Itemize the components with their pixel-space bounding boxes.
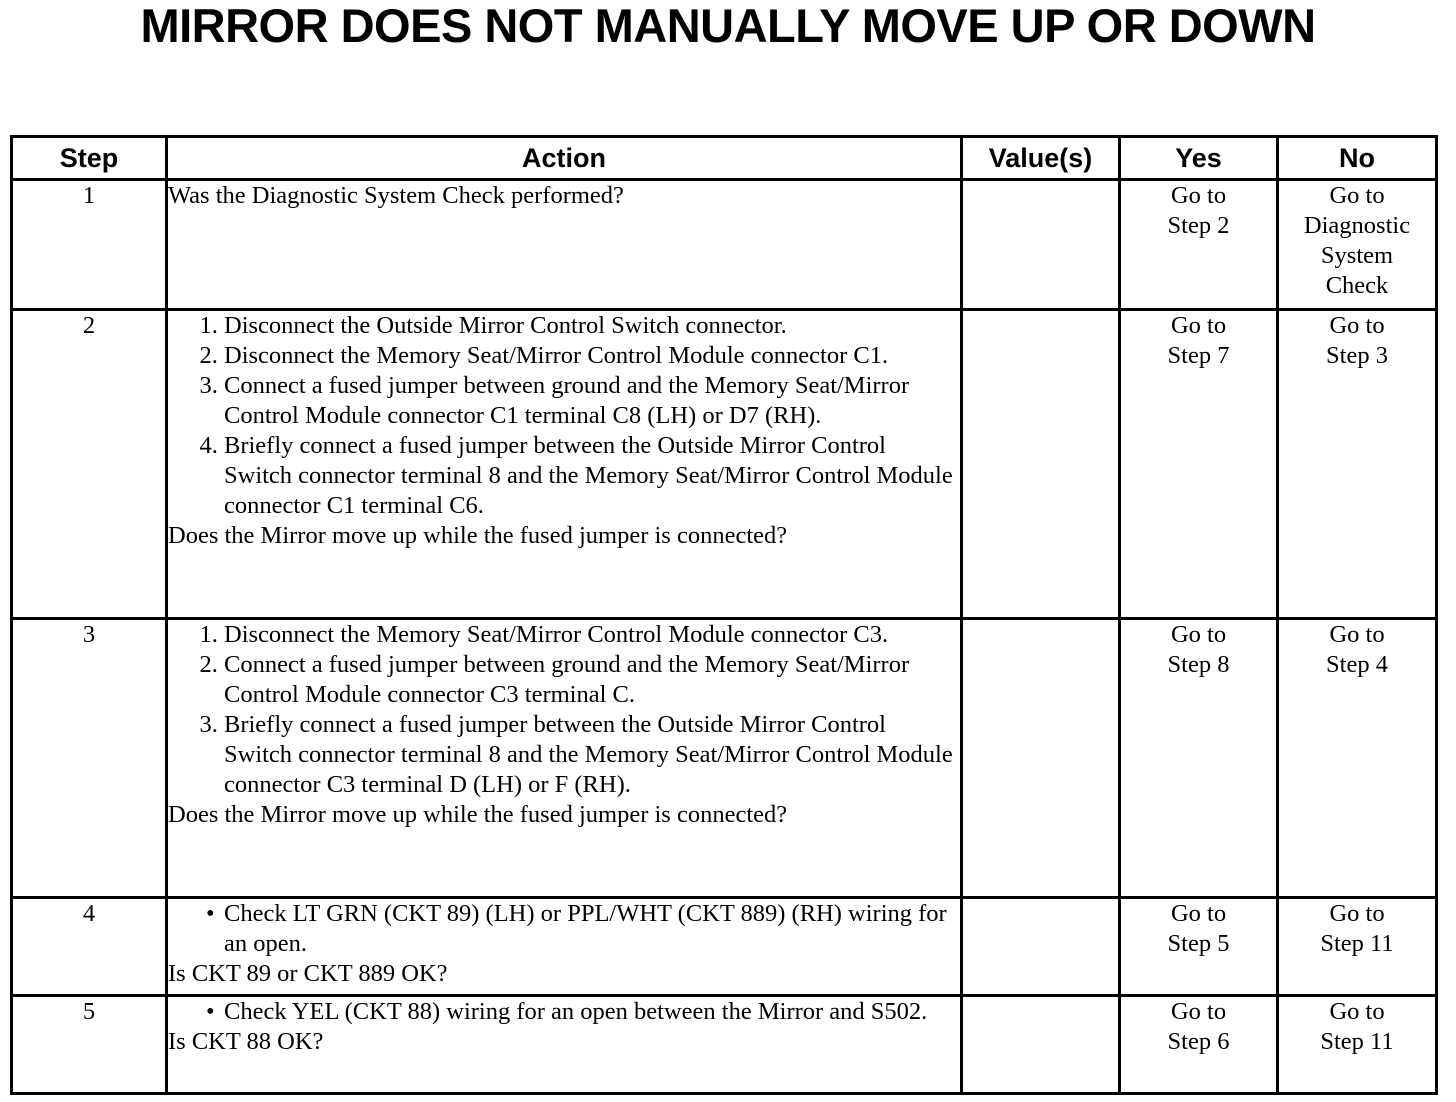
yes-result-cell	[1120, 898, 1278, 996]
header-row	[12, 137, 1437, 180]
yes-result-line: Step 5	[1167, 930, 1230, 957]
header-step: Step	[12, 137, 167, 180]
step-number: 5	[12, 996, 167, 1094]
header-yes: Yes	[1120, 137, 1278, 180]
table-row	[12, 996, 1437, 1094]
yes-result-line: Step 8	[1167, 651, 1230, 678]
action-cell	[167, 996, 962, 1094]
action-cell	[167, 310, 962, 619]
no-result-line: Go to	[1329, 312, 1385, 339]
step-question: Is CKT 88 OK?	[168, 1028, 324, 1055]
values-cell	[962, 180, 1120, 310]
no-result-line: Step 3	[1326, 342, 1388, 369]
no-result-line: Step 11	[1320, 930, 1394, 957]
step-number: 4	[12, 898, 167, 996]
check-list	[168, 899, 960, 959]
yes-result-line: Go to	[1170, 998, 1227, 1025]
no-result-cell	[1278, 619, 1437, 898]
header-no: No	[1278, 137, 1437, 180]
no-result-line: Diagnostic	[1303, 212, 1411, 239]
values-cell	[962, 310, 1120, 619]
yes-result-line: Go to	[1170, 621, 1227, 648]
action-cell	[167, 180, 962, 310]
yes-result-cell	[1120, 180, 1278, 310]
substep-item: 1. Disconnect the Memory Seat/Mirror Control Module connector C3.	[224, 620, 960, 650]
no-result-cell	[1278, 996, 1437, 1094]
page-title: MIRROR DOES NOT MANUALLY MOVE UP OR DOWN	[140, 0, 1316, 52]
no-result-cell	[1278, 180, 1437, 310]
check-item: • Check YEL (CKT 88) wiring for an open between the Mirror and S502.	[224, 997, 960, 1027]
no-result-cell	[1278, 310, 1437, 619]
values-cell	[962, 619, 1120, 898]
yes-result-line: Step 7	[1167, 342, 1230, 369]
header-values: Value(s)	[962, 137, 1120, 180]
substep-item: 4. Briefly connect a fused jumper between the Outside Mirror Control Switch connector terminal 8 and the Memory Seat/Mirror Control Module connector C1 terminal C6.	[224, 431, 960, 521]
substep-item: 3. Connect a fused jumper between ground and the Memory Seat/Mirror Control Module connector C1 terminal C8 (LH) or D7 (RH).	[224, 371, 960, 431]
no-result-line: Go to	[1329, 900, 1385, 927]
table-row	[12, 619, 1437, 898]
no-result-line: Go to	[1329, 998, 1385, 1025]
table-row	[12, 310, 1437, 619]
action-cell	[167, 619, 962, 898]
no-result-line: Check	[1325, 272, 1389, 299]
yes-result-line: Step 6	[1167, 1028, 1230, 1055]
step-question: Was the Diagnostic System Check performed?	[168, 182, 624, 209]
no-result-line: Step 4	[1326, 651, 1388, 678]
yes-result-cell	[1120, 996, 1278, 1094]
yes-result-line: Go to	[1170, 182, 1227, 209]
substep-list	[168, 620, 960, 800]
step-question: Is CKT 89 or CKT 889 OK?	[168, 960, 448, 987]
action-cell	[167, 898, 962, 996]
yes-result-line: Go to	[1170, 900, 1227, 927]
yes-result-cell	[1120, 310, 1278, 619]
diagnostic-table	[10, 135, 1438, 1095]
yes-result-line: Go to	[1170, 312, 1227, 339]
values-cell	[962, 996, 1120, 1094]
table-body	[12, 180, 1437, 1094]
header-action: Action	[167, 137, 962, 180]
step-question: Does the Mirror move up while the fused jumper is connected?	[168, 801, 788, 828]
check-item: • Check LT GRN (CKT 89) (LH) or PPL/WHT (CKT 889) (RH) wiring for an open.	[224, 899, 960, 959]
step-number: 1	[12, 180, 167, 310]
no-result-line: Step 11	[1320, 1028, 1394, 1055]
step-number: 3	[12, 619, 167, 898]
yes-result-cell	[1120, 619, 1278, 898]
no-result-cell	[1278, 898, 1437, 996]
no-result-line: Go to	[1329, 621, 1385, 648]
no-result-line: Go to	[1329, 182, 1385, 209]
yes-result-line: Step 2	[1167, 212, 1230, 239]
check-list	[168, 997, 960, 1027]
substep-list	[168, 311, 960, 521]
step-number: 2	[12, 310, 167, 619]
values-cell	[962, 898, 1120, 996]
substep-item: 2. Disconnect the Memory Seat/Mirror Control Module connector C1.	[224, 341, 960, 371]
table-row	[12, 898, 1437, 996]
step-question: Does the Mirror move up while the fused jumper is connected?	[168, 522, 788, 549]
substep-item: 3. Briefly connect a fused jumper between the Outside Mirror Control Switch connector terminal 8 and the Memory Seat/Mirror Control Module connector C3 terminal D (LH) or F (RH).	[224, 710, 960, 800]
no-result-line: System	[1320, 242, 1394, 269]
substep-item: 1. Disconnect the Outside Mirror Control Switch connector.	[224, 311, 960, 341]
table-row	[12, 180, 1437, 310]
substep-item: 2. Connect a fused jumper between ground and the Memory Seat/Mirror Control Module connector C3 terminal C.	[224, 650, 960, 710]
